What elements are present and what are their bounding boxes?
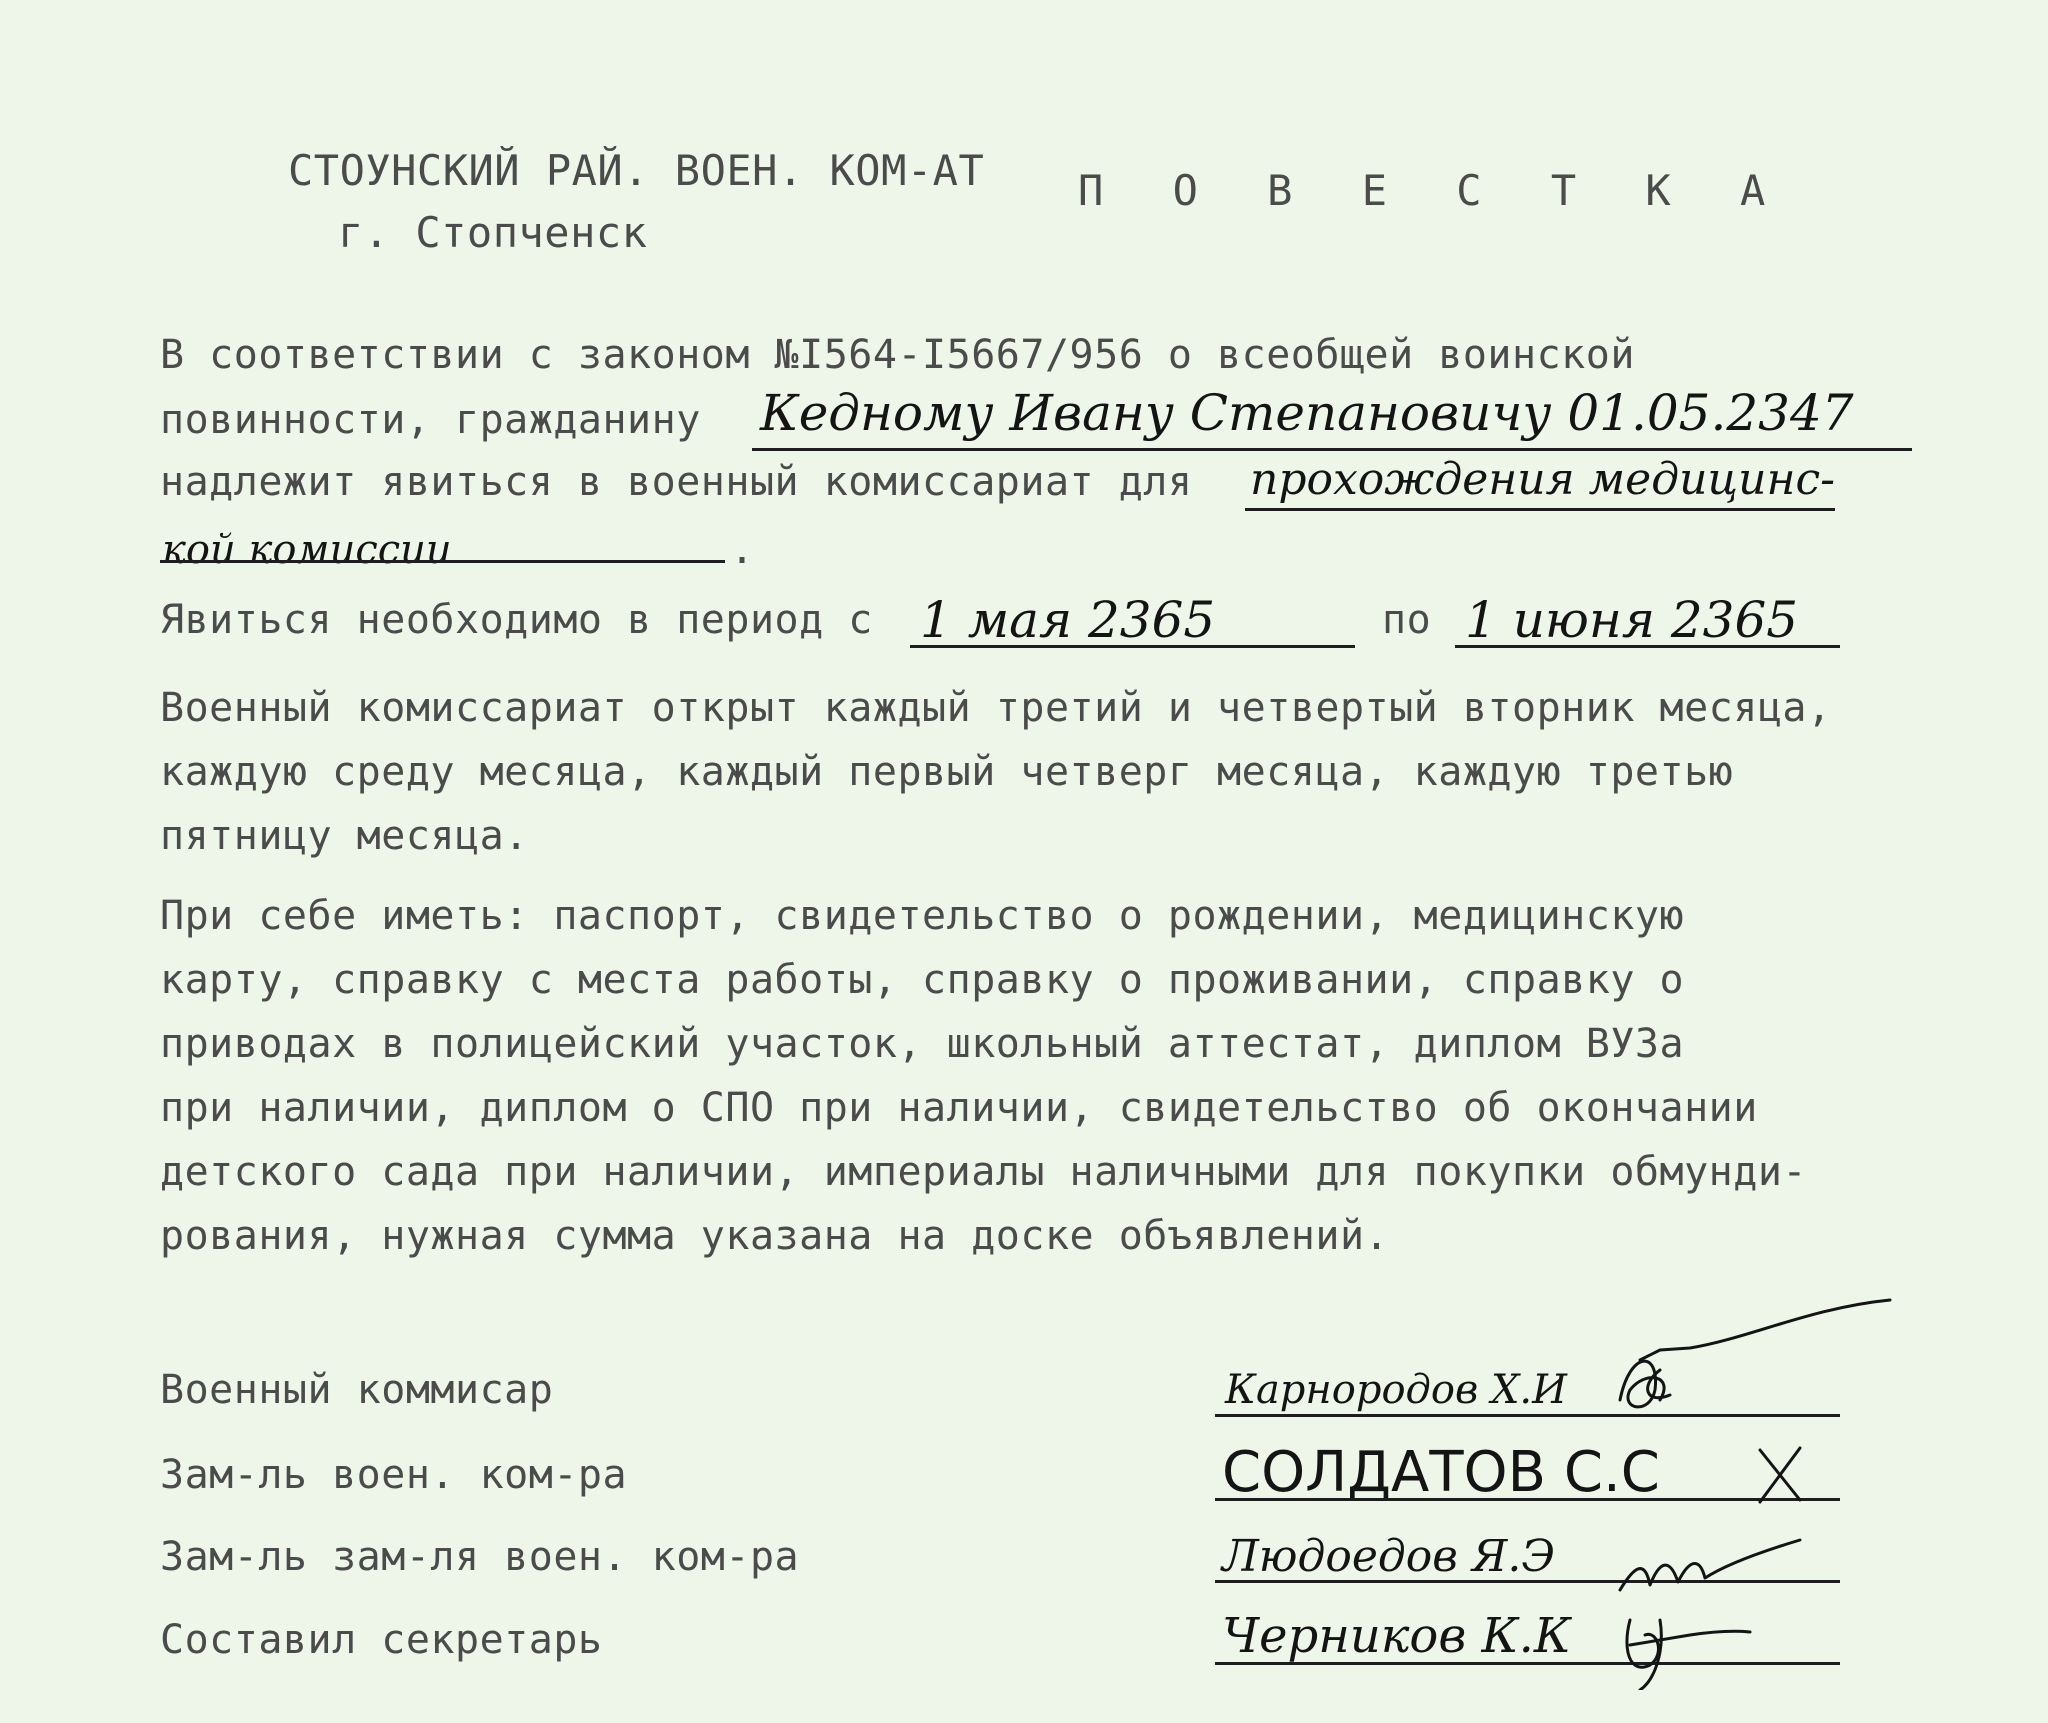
- paragraph-4-line-3: приводах в полицейский участок, школьный аттестат, диплом ВУЗа: [160, 1021, 1685, 1067]
- signature-name-commissar: Карнородов Х.И: [1225, 1367, 1568, 1413]
- signature-name-deputy-of-deputy: Людоедов Я.Э: [1222, 1531, 1556, 1582]
- paragraph-4-line-5: детского сада при наличии, империалы наличными для покупки обмунди-: [160, 1149, 1807, 1195]
- paragraph-3-line-2: каждую среду месяца, каждый первый четверг месяца, каждую третью: [160, 749, 1734, 795]
- paragraph-4-line-2: карту, справку с места работы, справку о проживании, справку о: [160, 957, 1685, 1003]
- signature-scribble-secretary: [1627, 1620, 1750, 1690]
- signature-name-deputy: СОЛДАТОВ С.С: [1222, 1440, 1660, 1505]
- signature-scribble-deputy: [1760, 1448, 1800, 1502]
- signature-scribble-commissar: [1620, 1300, 1890, 1407]
- citizen-name-handwritten: Кедному Ивану Степановичу 01.05.2347: [760, 384, 1854, 442]
- paragraph-3-line-3: пятницу месяца.: [160, 813, 529, 859]
- period-to-label: по: [1382, 597, 1432, 643]
- paragraph-1-line-3: надлежит явиться в военный комиссариат для: [160, 459, 1193, 505]
- paragraph-1-line-2: повинности, гражданину: [160, 397, 701, 443]
- paragraph-4-line-1: При себе иметь: паспорт, свидетельство о рождении, медицинскую: [160, 893, 1685, 939]
- signature-marks: [1600, 1290, 1920, 1690]
- signature-role-deputy: Зам-ль воен. ком-ра: [160, 1452, 628, 1498]
- paragraph-3-line-1: Военный комиссариат открыт каждый третий и четвертый вторник месяца,: [160, 685, 1832, 731]
- paragraph-4-line-6: рования, нужная сумма указана на доске объявлений.: [160, 1213, 1390, 1259]
- paragraph-4-line-4: при наличии, диплом о СПО при наличии, свидетельство об окончании: [160, 1085, 1758, 1131]
- period-label: Явиться необходимо в период с: [160, 597, 873, 643]
- signature-name-secretary: Черников К.К: [1222, 1608, 1572, 1664]
- paragraph-1-line-1: В соответствии с законом №I564-I5667/956 о всеобщей воинской: [160, 332, 1635, 378]
- office-name: СТОУНСКИЙ РАЙ. ВОЕН. КОМ-АТ: [288, 146, 985, 195]
- purpose-underline-a: [1245, 508, 1835, 511]
- citizen-underline: [752, 448, 1912, 451]
- signature-scribble-deputy-of-deputy: [1620, 1540, 1800, 1590]
- signature-role-commissar: Военный коммисар: [160, 1367, 554, 1413]
- signature-role-deputy-of-deputy: Зам-ль зам-ля воен. ком-ра: [160, 1534, 800, 1580]
- date-from-underline: [910, 645, 1355, 648]
- date-to-underline: [1455, 645, 1840, 648]
- date-to-handwritten: 1 июня 2365: [1465, 591, 1799, 649]
- purpose-handwritten-a: прохождения медицинс-: [1250, 454, 1835, 505]
- purpose-underline-b: [160, 560, 725, 563]
- signature-role-secretary: Составил секретарь: [160, 1617, 603, 1663]
- document-title: П О В Е С Т К А: [1078, 166, 1788, 215]
- city-name: г. Стопченск: [338, 208, 648, 257]
- purpose-handwritten-b: кой комиссии: [162, 527, 452, 573]
- purpose-period: .: [730, 527, 755, 573]
- date-from-handwritten: 1 мая 2365: [920, 591, 1216, 649]
